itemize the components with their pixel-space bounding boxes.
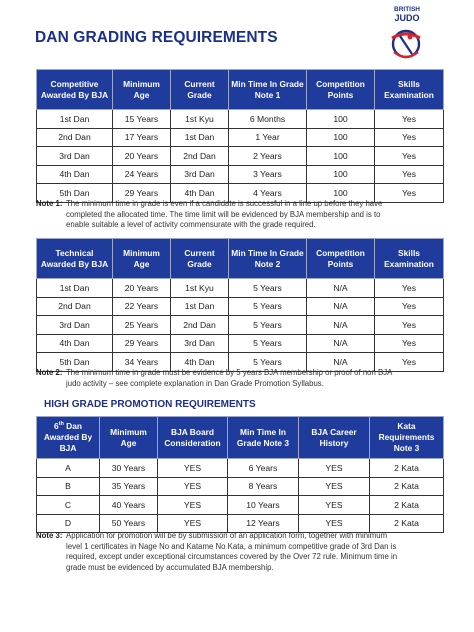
cell: A xyxy=(37,459,100,478)
cell: YES xyxy=(158,477,228,496)
cell: YES xyxy=(158,514,228,533)
cell: Yes xyxy=(375,128,444,147)
cell: YES xyxy=(299,459,370,478)
cell: 5 Years xyxy=(229,297,307,316)
col-header-minimum-age: Minimum Age xyxy=(113,239,171,279)
table-row xyxy=(37,147,444,166)
cell: 50 Years xyxy=(100,514,158,533)
cell: 5th Dan xyxy=(37,184,113,203)
note-line: The minimum time in grade is even if a candidate is successful in a line up before they have xyxy=(66,199,383,208)
cell: YES xyxy=(158,496,228,515)
col-header-board-consideration: BJA Board Consideration xyxy=(158,417,228,459)
cell: 6 Months xyxy=(229,110,307,129)
cell: 3rd Dan xyxy=(37,147,113,166)
cell: 2nd Dan xyxy=(171,316,229,335)
cell: 1st Dan xyxy=(171,128,229,147)
cell: 2nd Dan xyxy=(37,297,113,316)
cell: 4th Dan xyxy=(37,165,113,184)
cell: 8 Years xyxy=(228,477,299,496)
col-header-skills-exam: Skills Examination xyxy=(375,239,444,279)
high-grade-subheading: HIGH GRADE PROMOTION REQUIREMENTS xyxy=(44,399,256,410)
note-line: level 1 certificates in Nage No and Katame No Kata, a minimum competitive grade of 3rd Dan is xyxy=(66,541,397,551)
cell: 6 Years xyxy=(228,459,299,478)
cell: 1st Dan xyxy=(171,297,229,316)
technical-grading-table xyxy=(36,238,444,372)
cell: Yes xyxy=(375,110,444,129)
cell: 4th Dan xyxy=(171,353,229,372)
high-grade-table xyxy=(36,416,444,533)
table-row xyxy=(37,316,444,335)
cell: 2nd Dan xyxy=(171,147,229,166)
cell: 5 Years xyxy=(229,316,307,335)
col-header-kata-requirements: Kata Requirements Note 3 xyxy=(370,417,444,459)
cell: 3 Years xyxy=(229,165,307,184)
judo-emblem-icon xyxy=(384,28,430,64)
cell: B xyxy=(37,477,100,496)
cell: 1 Year xyxy=(229,128,307,147)
cell: 100 xyxy=(307,165,375,184)
note-1 xyxy=(36,199,436,232)
cell: 40 Years xyxy=(100,496,158,515)
table-row xyxy=(37,334,444,353)
col-header-career-history: BJA Career History xyxy=(299,417,370,459)
cell: 22 Years xyxy=(113,297,171,316)
cell: 29 Years xyxy=(113,184,171,203)
note-2 xyxy=(36,368,436,390)
col-header-competitive: Competitive Awarded By BJA xyxy=(37,70,113,110)
col-header-current-grade: Current Grade xyxy=(171,239,229,279)
cell: 29 Years xyxy=(113,334,171,353)
col-header-skills-exam: Skills Examination xyxy=(375,70,444,110)
cell: 100 xyxy=(307,184,375,203)
note-label: Note 1: xyxy=(36,199,63,208)
cell: Yes xyxy=(375,184,444,203)
col-header-min-time: Min Time In Grade Note 3 xyxy=(228,417,299,459)
cell: 17 Years xyxy=(113,128,171,147)
competitive-grading-table xyxy=(36,69,444,203)
cell: Yes xyxy=(375,353,444,372)
col-header-min-time: Min Time In Grade Note 1 xyxy=(229,70,307,110)
cell: 15 Years xyxy=(113,110,171,129)
table-row xyxy=(37,477,444,496)
cell: 2 Kata xyxy=(370,514,444,533)
col-header-minimum-age: Minimum Age xyxy=(100,417,158,459)
note-label: Note 3: xyxy=(36,531,63,540)
cell: N/A xyxy=(307,316,375,335)
col-header-technical: Technical Awarded By BJA xyxy=(37,239,113,279)
cell: 5 Years xyxy=(229,353,307,372)
col-header-min-time: Min Time In Grade Note 2 xyxy=(229,239,307,279)
cell: Yes xyxy=(375,316,444,335)
british-judo-logo xyxy=(378,6,436,64)
table-row xyxy=(37,297,444,316)
table-row xyxy=(37,110,444,129)
table-row xyxy=(37,514,444,533)
cell: Yes xyxy=(375,147,444,166)
col-header-6th-dan: 6th Dan Awarded By BJA xyxy=(37,417,100,459)
cell: 20 Years xyxy=(113,147,171,166)
cell: 30 Years xyxy=(100,459,158,478)
cell: 25 Years xyxy=(113,316,171,335)
note-line: Application for promotion will be by submission of an application form, together with minimum xyxy=(66,531,388,540)
col-header-competition-points: Competition Points xyxy=(307,239,375,279)
cell: 3rd Dan xyxy=(37,316,113,335)
cell: 1st Kyu xyxy=(171,110,229,129)
note-3 xyxy=(36,531,436,575)
cell: 3rd Dan xyxy=(171,334,229,353)
cell: Yes xyxy=(375,334,444,353)
cell: 34 Years xyxy=(113,353,171,372)
note-line: The minimum time in grade must be evidence by 5 years BJA membership or proof of non BJA xyxy=(66,368,393,377)
table-row xyxy=(37,165,444,184)
cell: N/A xyxy=(307,353,375,372)
cell: 3rd Dan xyxy=(171,165,229,184)
cell: C xyxy=(37,496,100,515)
cell: 2 Kata xyxy=(370,477,444,496)
cell: 5 Years xyxy=(229,279,307,298)
cell: 4 Years xyxy=(229,184,307,203)
cell: 2 Kata xyxy=(370,459,444,478)
cell: 35 Years xyxy=(100,477,158,496)
cell: Yes xyxy=(375,279,444,298)
logo-text: BRITISH JUDO xyxy=(394,6,420,23)
cell: D xyxy=(37,514,100,533)
cell: Yes xyxy=(375,165,444,184)
cell: 100 xyxy=(307,128,375,147)
table-row xyxy=(37,279,444,298)
note-line: grade must be evidenced by accumulated BJA membership. xyxy=(66,562,274,572)
cell: 4th Dan xyxy=(171,184,229,203)
cell: 5th Dan xyxy=(37,353,113,372)
note-line: required, except under exceptional circumstances covered by the Over 72 rule. Minimum time in xyxy=(66,552,398,562)
cell: 1st Kyu xyxy=(171,279,229,298)
cell: YES xyxy=(299,514,370,533)
cell: 1st Dan xyxy=(37,279,113,298)
table-row xyxy=(37,496,444,515)
note-line: judo activity – see complete explanation in Dan Grade Promotion Syllabus. xyxy=(66,378,324,388)
cell: 2nd Dan xyxy=(37,128,113,147)
cell: 10 Years xyxy=(228,496,299,515)
cell: 24 Years xyxy=(113,165,171,184)
cell: N/A xyxy=(307,297,375,316)
cell: 100 xyxy=(307,110,375,129)
cell: YES xyxy=(299,496,370,515)
cell: 1st Dan xyxy=(37,110,113,129)
col-header-competition-points: Competition Points xyxy=(307,70,375,110)
cell: Yes xyxy=(375,297,444,316)
table-row xyxy=(37,459,444,478)
cell: 4th Dan xyxy=(37,334,113,353)
cell: YES xyxy=(299,477,370,496)
cell: N/A xyxy=(307,279,375,298)
col-header-current-grade: Current Grade xyxy=(171,70,229,110)
col-header-minimum-age: Minimum Age xyxy=(113,70,171,110)
note-line: completed the allocated time. The time limit will be evidenced by BJA membership and is to xyxy=(66,209,381,219)
cell: 2 Years xyxy=(229,147,307,166)
cell: 2 Kata xyxy=(370,496,444,515)
cell: YES xyxy=(158,459,228,478)
cell: 12 Years xyxy=(228,514,299,533)
note-label: Note 2: xyxy=(36,368,63,377)
note-line: enable suitable a level of activity commensurate with the grade required. xyxy=(66,220,316,230)
cell: 5 Years xyxy=(229,334,307,353)
cell: 100 xyxy=(307,147,375,166)
cell: 20 Years xyxy=(113,279,171,298)
cell: N/A xyxy=(307,334,375,353)
table-row xyxy=(37,128,444,147)
page-title: DAN GRADING REQUIREMENTS xyxy=(35,29,278,46)
